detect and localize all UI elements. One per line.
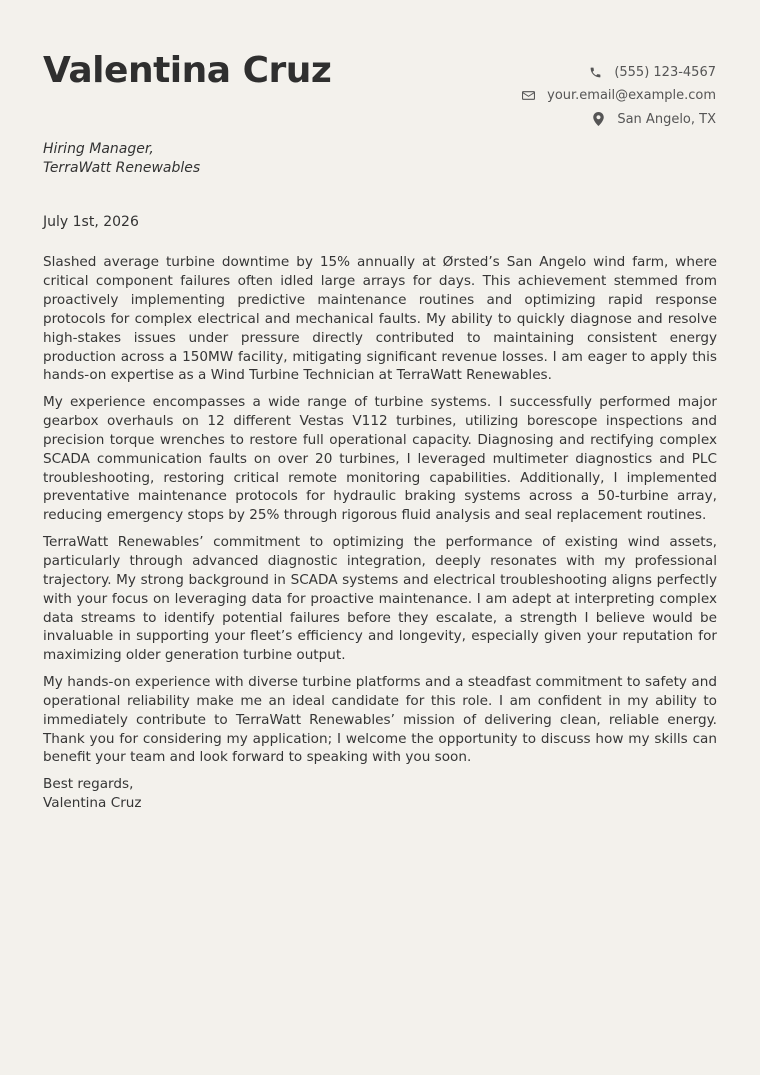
- paragraph-3: TerraWatt Renewables’ commitment to optimizing the performance of existing wind assets, particularly through advanced diagnostic integration, deeply resonates with my professional trajectory. My strong background in SCADA systems and electrical troubleshooting aligns perfectly with your focus on leveraging data for proactive maintenance. I am adept at interpreting complex data streams to identify potential failures before they escalate, a strength I believe would be invaluable in supporting your fleet’s efficiency and longevity, especially given your reputation for maximizing older generation turbine output.: [43, 533, 717, 664]
- phone-text: (555) 123-4567: [614, 65, 716, 81]
- location-text: San Angelo, TX: [617, 111, 716, 127]
- location-pin-icon: [591, 112, 605, 126]
- contact-email: [386, 84, 716, 107]
- email-text: your.email@example.com: [547, 88, 716, 104]
- paragraph-1: Slashed average turbine downtime by 15% annually at Ørsted’s San Angelo wind farm, where critical component failures often idled large arrays for days. This achievement stemmed from proactively implementing predictive maintenance routines and optimizing rapid response protocols for complex electrical and mechanical faults. My ability to quickly diagnose and resolve high-stakes issues under pressure directly contributed to maintaining consistent energy production across a 150MW facility, mitigating significant revenue losses. I am eager to apply this hands-on expertise as a Wind Turbine Technician at TerraWatt Renewables.: [43, 254, 717, 384]
- contact-phone: [386, 61, 716, 84]
- closing-salutation: Best regards,: [43, 775, 134, 792]
- recipient-company: TerraWatt Renewables: [43, 160, 201, 176]
- letter-date: July 1st, 2026: [43, 214, 139, 230]
- recipient-block: [43, 140, 200, 178]
- paragraph-4: My hands-on experience with diverse turbine platforms and a steadfast commitment to safety and operational reliability make me an ideal candidate for this role. I am confident in my ability to immediately contribute to TerraWatt Renewables’ mission of delivering clean, reliable energy. Thank you for considering my application; I welcome the opportunity to discuss how my skills can benefit your team and look forward to speaking with you soon.: [43, 673, 717, 766]
- contact-location: [386, 108, 716, 131]
- letter-body: [43, 253, 717, 813]
- paragraph-2: My experience encompasses a wide range of turbine systems. I successfully performed major gearbox overhauls on 12 different Vestas V112 turbines, utilizing borescope inspections and precision torque wrenches to restore full operational capacity. Diagnosing and rectifying complex SCADA communication faults on over 20 turbines, I leveraged multimeter diagnostics and PLC troubleshooting, restoring critical remote monitoring capabilities. Additionally, I implemented preventative maintenance protocols for hydraulic braking systems across a 50-turbine array, reducing emergency stops by 25% through rigorous fluid analysis and seal replacement routines.: [43, 393, 717, 524]
- recipient-title: Hiring Manager,: [43, 141, 154, 157]
- closing-block: [43, 775, 717, 813]
- phone-icon: [588, 66, 602, 80]
- email-icon: [521, 89, 535, 103]
- closing-signature: Valentina Cruz: [43, 794, 142, 811]
- contact-block: [386, 61, 716, 131]
- applicant-name: Valentina Cruz: [43, 50, 332, 91]
